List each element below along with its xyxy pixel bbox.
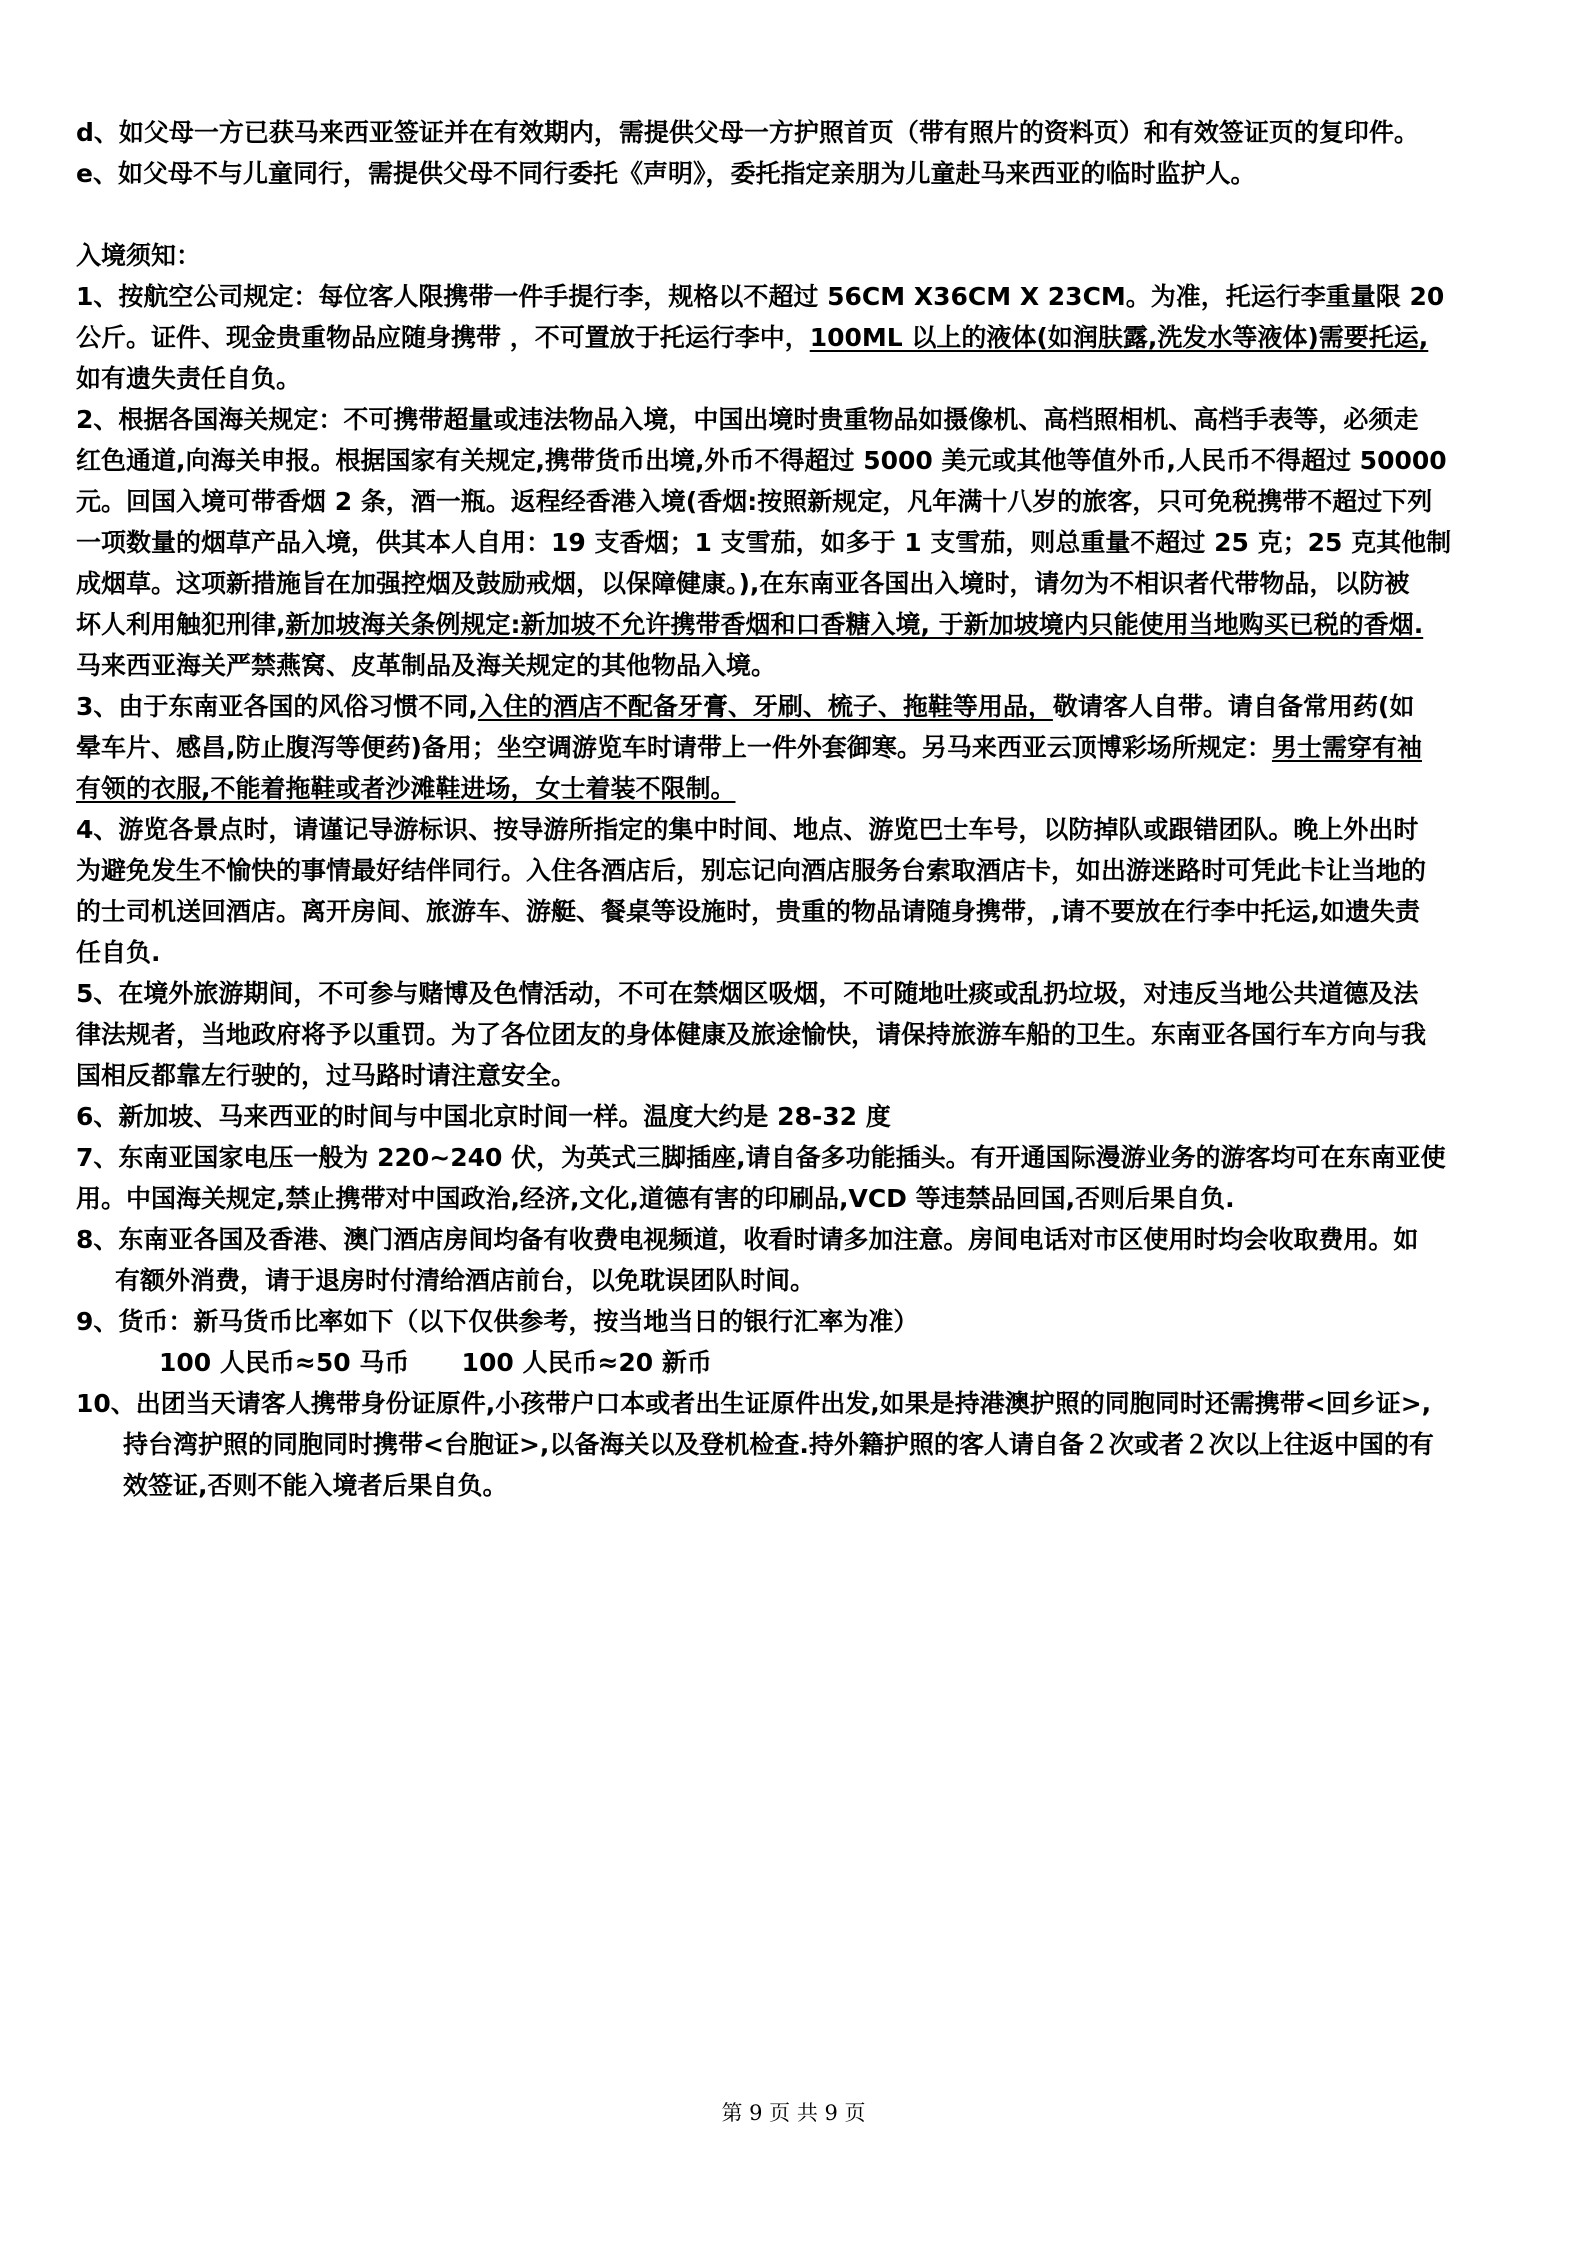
notice-item-10 — [76, 1383, 1526, 1506]
notice-item-3-line-3: 有领的衣服,不能着拖鞋或者沙滩鞋进场，女士着装不限制。 — [76, 774, 736, 803]
notice-item-3-line-1 — [76, 686, 1526, 727]
notice-item-4-line-1: 4、游览各景点时，请谨记导游标识、按导游所指定的集中时间、地点、游览巴士车号，以防掉队或跟错团队。晚上外出时 — [76, 815, 1419, 844]
notice-item-8 — [76, 1219, 1526, 1301]
notice-item-2-line-6 — [76, 604, 1526, 645]
notice-item-3-line-1-text: 3、由于东南亚各国的风俗习惯不同, — [76, 692, 478, 721]
notice-item-2-line-3: 元。回国入境可带香烟 2 条，酒一瓶。返程经香港入境(香烟:按照新规定，凡年满十八岁的旅客，只可免税携带不超过下列 — [76, 487, 1433, 516]
notice-item-6-line-1: 6、新加坡、马来西亚的时间与中国北京时间一样。温度大约是 28-32 度 — [76, 1102, 891, 1131]
notice-item-1 — [76, 276, 1526, 399]
notice-item-10-line-2: 持台湾护照的同胞同时携带<台胞证>,以备海关以及登机检查.持外籍护照的客人请自备２次或者２次以上往返中国的有 — [123, 1430, 1434, 1459]
notice-item-3 — [76, 686, 1526, 809]
notice-item-1-line-2-text: 公斤。证件、现金贵重物品应随身携带 ，不可置放于托运行李中， — [76, 323, 810, 352]
notice-item-7-line-1: 7、东南亚国家电压一般为 220~240 伏，为英式三脚插座,请自备多功能插头。有开通国际漫游业务的游客均可在东南亚使 — [76, 1143, 1446, 1172]
notice-item-8-line-1: 8、东南亚各国及香港、澳门酒店房间均备有收费电视频道，收看时请多加注意。房间电话对市区使用时均会收取费用。如 — [76, 1225, 1419, 1254]
notice-item-5-line-2: 律法规者，当地政府将予以重罚。为了各位团友的身体健康及旅途愉快，请保持旅游车船的卫生。东南亚各国行车方向与我 — [76, 1020, 1427, 1049]
notice-item-3-underlined-2: 男士需穿有袖 — [1271, 733, 1422, 762]
notice-item-2-underlined: 新加坡海关条例规定:新加坡不允许携带香烟和口香糖入境, 于新加坡境内只能使用当地购买已税的香烟. — [285, 610, 1424, 639]
notice-item-1-line-3: 如有遗失责任自负。 — [76, 364, 302, 393]
notice-item-4-line-3: 的士司机送回酒店。离开房间、旅游车、游艇、餐桌等设施时，贵重的物品请随身携带，,请不要放在行李中托运,如遗失责 — [76, 897, 1420, 926]
notice-item-4 — [76, 809, 1526, 973]
notice-item-5-line-1: 5、在境外旅游期间，不可参与赌博及色情活动，不可在禁烟区吸烟，不可随地吐痰或乱扔垃圾，对违反当地公共道德及法 — [76, 979, 1419, 1008]
currency-rates: 100 人民币≈50 马币 100 人民币≈20 新币 — [159, 1348, 712, 1377]
notice-item-4-line-2: 为避免发生不愉快的事情最好结伴同行。入住各酒店后，别忘记向酒店服务台索取酒店卡，如出游迷路时可凭此卡让当地的 — [76, 856, 1427, 885]
notice-item-3-underlined: 入住的酒店不配备牙膏、牙刷、梳子、拖鞋等用品， — [477, 692, 1053, 721]
notice-item-2-line-6-text: 坏人利用触犯刑律, — [76, 610, 286, 639]
notice-item-5-line-3: 国相反都靠左行驶的，过马路时请注意安全。 — [76, 1061, 577, 1090]
notice-item-7-line-2: 用。中国海关规定,禁止携带对中国政治,经济,文化,道德有害的印刷品,VCD 等违禁品回国,否则后果自负. — [76, 1184, 1235, 1213]
notice-item-7 — [76, 1137, 1526, 1219]
notice-item-2-line-5: 成烟草。这项新措施旨在加强控烟及鼓励戒烟，以保障健康。),在东南亚各国出入境时，请勿为不相识者代带物品，以防被 — [76, 569, 1410, 598]
notice-item-2-line-2: 红色通道,向海关申报。根据国家有关规定,携带货币出境,外币不得超过 5000 美元或其他等值外币,人民币不得超过 50000 — [76, 446, 1447, 475]
item-d: d、如父母一方已获马来西亚签证并在有效期内，需提供父母一方护照首页（带有照片的资料页）和有效签证页的复印件。 — [76, 118, 1419, 147]
notice-item-2-line-4: 一项数量的烟草产品入境，供其本人自用：19 支香烟；1 支雪茄，如多于 1 支雪茄，则总重量不超过 25 克；25 克其他制 — [76, 528, 1452, 557]
notice-item-4-line-4: 任自负. — [76, 938, 161, 967]
page-number-footer: 第 9 页 共 9 页 — [721, 2101, 866, 2125]
notice-item-3-line-1-tail: 敬请客人自带。请自备常用药(如 — [1052, 692, 1415, 721]
notice-item-1-underlined: 100ML 以上的液体(如润肤露,洗发水等液体)需要托运, — [809, 323, 1429, 352]
paragraph-gap — [76, 194, 1526, 235]
notice-item-9 — [76, 1301, 1526, 1383]
notice-item-2-line-7: 马来西亚海关严禁燕窝、皮革制品及海关规定的其他物品入境。 — [76, 651, 777, 680]
item-e: e、如父母不与儿童同行，需提供父母不同行委托《声明》，委托指定亲朋为儿童赴马来西亚的临时监护人。 — [76, 159, 1256, 188]
notice-item-9-line-1: 9、货币：新马货币比率如下（以下仅供参考，按当地当日的银行汇率为准） — [76, 1307, 919, 1336]
notice-item-8-line-2: 有额外消费，请于退房时付清给酒店前台，以免耽误团队时间。 — [115, 1266, 816, 1295]
notice-item-6 — [76, 1096, 1526, 1137]
notice-item-10-line-3: 效签证,否则不能入境者后果自负。 — [123, 1471, 508, 1500]
document-body — [76, 112, 1526, 1506]
notice-item-1-line-2 — [76, 317, 1526, 358]
notice-item-5 — [76, 973, 1526, 1096]
notice-item-10-line-1: 10、出团当天请客人携带身份证原件,小孩带户口本或者出生证原件出发,如果是持港澳护照的同胞同时还需携带<回乡证>, — [76, 1389, 1432, 1418]
notice-item-2 — [76, 399, 1526, 686]
notice-item-1-line-1: 1、按航空公司规定：每位客人限携带一件手提行李，规格以不超过 56CM X36CM X 23CM。为准，托运行李重量限 20 — [76, 282, 1445, 311]
notice-item-3-line-2 — [76, 727, 1526, 768]
notice-item-2-line-1: 2、根据各国海关规定：不可携带超量或违法物品入境，中国出境时贵重物品如摄像机、高档照相机、高档手表等，必须走 — [76, 405, 1419, 434]
section-title: 入境须知： — [76, 241, 202, 270]
notice-item-3-line-2-text: 晕车片、感昌,防止腹泻等便药)备用；坐空调游览车时请带上一件外套御寒。另马来西亚云顶博彩场所规定： — [76, 733, 1272, 762]
